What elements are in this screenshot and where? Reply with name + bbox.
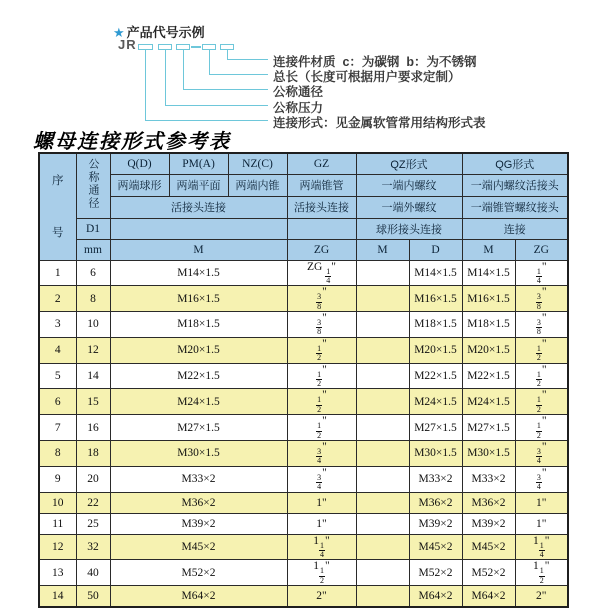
- product-code-prefix: JR: [118, 37, 137, 52]
- cell-qg-zg: 1 $\frac{1}{2}$ ": [515, 560, 568, 586]
- cell-gz: $\frac{3}{8}$ ": [287, 312, 356, 338]
- table-row: [39, 586, 568, 607]
- table-row: [39, 513, 568, 534]
- header-group-gz: GZ: [287, 153, 356, 174]
- header-group-qz: QZ形式: [356, 153, 462, 174]
- cell-qg-zg: $\frac{1}{2}$ ": [515, 363, 568, 389]
- header-unit-qz-d: D: [409, 239, 462, 260]
- cell-m: M16×1.5: [110, 286, 287, 312]
- cell-gz: 1 $\frac{1}{4}$ ": [287, 534, 356, 560]
- cell-m: M14×1.5: [110, 260, 287, 286]
- cell-qz-d: M36×2: [409, 492, 462, 513]
- cell-qz-m: [356, 337, 409, 363]
- cell-dn: 8: [76, 286, 110, 312]
- cell-qg-zg: $\frac{1}{2}$ ": [515, 389, 568, 415]
- nut-connection-table: [38, 152, 569, 608]
- connector-line: [165, 50, 166, 105]
- cell-seq: 14: [39, 586, 76, 607]
- header-unit-qg-zg: ZG: [515, 239, 568, 260]
- cell-m: M20×1.5: [110, 337, 287, 363]
- connector-line: [165, 105, 268, 106]
- header-conn-qz: 一端外螺纹: [356, 196, 462, 218]
- connector-line: [183, 50, 184, 89]
- fraction: $\frac{3}{8}$: [536, 318, 541, 337]
- cell-gz: $\frac{1}{2}$ ": [287, 337, 356, 363]
- cell-qz-d: M27×1.5: [409, 415, 462, 441]
- cell-qg-m: M64×2: [462, 586, 515, 607]
- cell-qg-zg: 1 $\frac{1}{4}$ ": [515, 534, 568, 560]
- table-body: [39, 260, 568, 607]
- cell-qz-m: [356, 363, 409, 389]
- connector-line: [145, 50, 146, 120]
- cell-qg-zg: $\frac{1}{2}$ ": [515, 415, 568, 441]
- cell-seq: 13: [39, 560, 76, 586]
- header-dn: 公称通径: [76, 153, 110, 218]
- table-row: [39, 389, 568, 415]
- cell-qz-d: M39×2: [409, 513, 462, 534]
- cell-qz-m: [356, 440, 409, 466]
- header-unit-qz-m: M: [356, 239, 409, 260]
- cell-m: M18×1.5: [110, 312, 287, 338]
- cell-m: M24×1.5: [110, 389, 287, 415]
- table-row: [39, 337, 568, 363]
- cell-qz-d: M22×1.5: [409, 363, 462, 389]
- cell-m: M64×2: [110, 586, 287, 607]
- cell-m: M27×1.5: [110, 415, 287, 441]
- cell-qg-m: M20×1.5: [462, 337, 515, 363]
- table-row: [39, 363, 568, 389]
- star-icon: ★: [113, 25, 125, 40]
- connector-line: [145, 120, 268, 121]
- cell-gz: 2": [287, 586, 356, 607]
- header-conn-gz: 活接头连接: [287, 196, 356, 218]
- fraction: $\frac{1}{4}$: [320, 540, 325, 559]
- cell-dn: 50: [76, 586, 110, 607]
- cell-qg-m: M27×1.5: [462, 415, 515, 441]
- cell-qz-d: M52×2: [409, 560, 462, 586]
- cell-dn: 20: [76, 466, 110, 492]
- cell-qz-d: M30×1.5: [409, 440, 462, 466]
- connector-line: [183, 89, 268, 90]
- cell-qg-m: M36×2: [462, 492, 515, 513]
- cell-dn: 32: [76, 534, 110, 560]
- fraction: $\frac{3}{4}$: [317, 472, 322, 492]
- code-label-material: 连接件材质 c：为碳钢 b：为不锈钢: [273, 55, 477, 69]
- cell-qz-m: [356, 513, 409, 534]
- cell-qg-m: M14×1.5: [462, 260, 515, 286]
- fraction: $\frac{1}{2}$: [317, 395, 322, 414]
- connector-line: [209, 50, 210, 74]
- table-row: [39, 415, 568, 441]
- cell-dn: 10: [76, 312, 110, 338]
- cell-m: M30×1.5: [110, 440, 287, 466]
- cell-qg-m: M52×2: [462, 560, 515, 586]
- cell-gz: $\frac{3}{8}$ ": [287, 286, 356, 312]
- cell-qg-zg: $\frac{3}{4}$ ": [515, 466, 568, 492]
- table-row: [39, 440, 568, 466]
- fraction: $\frac{3}{8}$: [317, 292, 322, 311]
- table-row: [39, 466, 568, 492]
- header-end-qz: 一端内螺纹: [356, 174, 462, 196]
- fraction: $\frac{1}{2}$: [539, 566, 544, 585]
- table-row: [39, 560, 568, 586]
- header-unit-zg: ZG: [287, 239, 356, 260]
- header-end-nzc: 两端内锥: [228, 174, 287, 196]
- cell-qg-zg: 2": [515, 586, 568, 607]
- cell-seq: 6: [39, 389, 76, 415]
- cell-qg-m: M30×1.5: [462, 440, 515, 466]
- fraction: $\frac{1}{2}$: [317, 369, 322, 389]
- cell-m: M52×2: [110, 560, 287, 586]
- code-dash: [191, 46, 201, 48]
- code-label-length: 总长（长度可根据用户要求定制）: [273, 70, 461, 84]
- code-label-pressure: 公称压力: [273, 101, 324, 115]
- header-end-qg: 一端内螺纹活接头: [462, 174, 568, 196]
- code-label-diameter: 公称通径: [273, 85, 324, 99]
- cell-qg-m: M16×1.5: [462, 286, 515, 312]
- fraction: $\frac{1}{4}$: [539, 540, 544, 559]
- cell-qg-zg: $\frac{1}{4}$ ": [515, 260, 568, 286]
- cell-qz-d: M24×1.5: [409, 389, 462, 415]
- cell-qg-zg: 1": [515, 492, 568, 513]
- cell-m: M22×1.5: [110, 363, 287, 389]
- cell-qz-d: M45×2: [409, 534, 462, 560]
- cell-dn: 40: [76, 560, 110, 586]
- cell-gz: $\frac{1}{2}$ ": [287, 415, 356, 441]
- cell-seq: 11: [39, 513, 76, 534]
- cell-dn: 22: [76, 492, 110, 513]
- cell-gz: 1": [287, 492, 356, 513]
- cell-qz-m: [356, 492, 409, 513]
- cell-qg-zg: $\frac{3}{8}$ ": [515, 286, 568, 312]
- cell-qz-m: [356, 466, 409, 492]
- header-end-qd: 两端球形: [110, 174, 169, 196]
- cell-m: M39×2: [110, 513, 287, 534]
- header-end-pma: 两端平面: [169, 174, 228, 196]
- fraction: $\frac{3}{4}$: [536, 472, 541, 492]
- empty-cell: [110, 218, 287, 239]
- header-group-nzc: NZ(C): [228, 153, 287, 174]
- cell-qg-zg: $\frac{3}{4}$ ": [515, 440, 568, 466]
- connector-line: [227, 59, 268, 60]
- cell-qz-m: [356, 286, 409, 312]
- fraction: $\frac{1}{2}$: [536, 369, 541, 389]
- table-title: 螺母连接形式参考表: [33, 129, 231, 153]
- cell-qg-zg: $\frac{3}{8}$ ": [515, 312, 568, 338]
- cell-seq: 2: [39, 286, 76, 312]
- cell-qz-d: M33×2: [409, 466, 462, 492]
- cell-gz: 1": [287, 513, 356, 534]
- cell-gz: $\frac{1}{2}$ ": [287, 363, 356, 389]
- cell-seq: 5: [39, 363, 76, 389]
- cell-dn: 25: [76, 513, 110, 534]
- cell-seq: 3: [39, 312, 76, 338]
- cell-seq: 1: [39, 260, 76, 286]
- cell-seq: 7: [39, 415, 76, 441]
- empty-cell: [287, 218, 356, 239]
- cell-qg-m: M39×2: [462, 513, 515, 534]
- fraction: $\frac{3}{4}$: [536, 446, 541, 466]
- table-row: [39, 534, 568, 560]
- fraction: $\frac{1}{2}$: [317, 421, 322, 440]
- diagram-title-text: 产品代号示例: [126, 25, 205, 40]
- fraction: $\frac{1}{2}$: [536, 343, 541, 363]
- cell-dn: 18: [76, 440, 110, 466]
- cell-qz-m: [356, 312, 409, 338]
- cell-qg-m: M33×2: [462, 466, 515, 492]
- cell-qz-m: [356, 586, 409, 607]
- cell-qg-m: M45×2: [462, 534, 515, 560]
- cell-gz: $\frac{3}{4}$ ": [287, 466, 356, 492]
- header-conn-union: 活接头连接: [110, 196, 287, 218]
- fraction: $\frac{1}{2}$: [317, 343, 322, 363]
- cell-gz: ZG $\frac{1}{4}$ ": [287, 260, 356, 286]
- fraction: $\frac{1}{4}$: [536, 266, 541, 285]
- cell-qz-m: [356, 534, 409, 560]
- fraction: $\frac{3}{8}$: [317, 318, 322, 337]
- fraction: $\frac{1}{4}$: [326, 266, 331, 285]
- cell-qz-d: M18×1.5: [409, 312, 462, 338]
- fraction: $\frac{3}{8}$: [536, 292, 541, 311]
- cell-qz-m: [356, 415, 409, 441]
- cell-qg-m: M24×1.5: [462, 389, 515, 415]
- cell-gz: $\frac{3}{4}$ ": [287, 440, 356, 466]
- header-group-pma: PM(A): [169, 153, 228, 174]
- cell-dn: 6: [76, 260, 110, 286]
- header-sub-qz: 球形接头连接: [356, 218, 462, 239]
- cell-qg-m: M18×1.5: [462, 312, 515, 338]
- cell-qz-m: [356, 389, 409, 415]
- code-label-connection: 连接形式：见金属软管常用结构形式表: [273, 116, 486, 130]
- header-group-qg: QG形式: [462, 153, 568, 174]
- header-seq: 序号: [39, 153, 76, 260]
- fraction: $\frac{1}{2}$: [536, 395, 541, 414]
- cell-gz: 1 $\frac{1}{2}$ ": [287, 560, 356, 586]
- cell-m: M33×2: [110, 466, 287, 492]
- fraction: $\frac{1}{2}$: [320, 566, 325, 585]
- cell-qg-zg: $\frac{1}{2}$ ": [515, 337, 568, 363]
- header-conn-qg: 一端锥管螺纹接头: [462, 196, 568, 218]
- header-end-gz: 两端锥管: [287, 174, 356, 196]
- table-row: [39, 260, 568, 286]
- cell-m: M36×2: [110, 492, 287, 513]
- header-unit-qg-m: M: [462, 239, 515, 260]
- header-group-qd: Q(D): [110, 153, 169, 174]
- cell-seq: 10: [39, 492, 76, 513]
- cell-qz-m: [356, 560, 409, 586]
- cell-qz-d: M20×1.5: [409, 337, 462, 363]
- connector-line: [227, 50, 228, 59]
- cell-seq: 9: [39, 466, 76, 492]
- cell-gz: $\frac{1}{2}$ ": [287, 389, 356, 415]
- table-row: [39, 492, 568, 513]
- header-mm: mm: [76, 239, 110, 260]
- table-row: [39, 286, 568, 312]
- cell-qz-d: M16×1.5: [409, 286, 462, 312]
- cell-dn: 14: [76, 363, 110, 389]
- header-d1: D1: [76, 218, 110, 239]
- fraction: $\frac{1}{2}$: [536, 421, 541, 440]
- fraction: $\frac{3}{4}$: [317, 446, 322, 466]
- cell-seq: 12: [39, 534, 76, 560]
- cell-qg-zg: 1": [515, 513, 568, 534]
- cell-qz-d: M64×2: [409, 586, 462, 607]
- cell-dn: 16: [76, 415, 110, 441]
- cell-dn: 15: [76, 389, 110, 415]
- cell-dn: 12: [76, 337, 110, 363]
- cell-m: M45×2: [110, 534, 287, 560]
- cell-qz-d: M14×1.5: [409, 260, 462, 286]
- header-sub-qg: 连接: [462, 218, 568, 239]
- connector-line: [209, 74, 268, 75]
- table-row: [39, 312, 568, 338]
- cell-seq: 4: [39, 337, 76, 363]
- cell-qz-m: [356, 260, 409, 286]
- cell-qg-m: M22×1.5: [462, 363, 515, 389]
- cell-seq: 8: [39, 440, 76, 466]
- header-unit-m: M: [110, 239, 287, 260]
